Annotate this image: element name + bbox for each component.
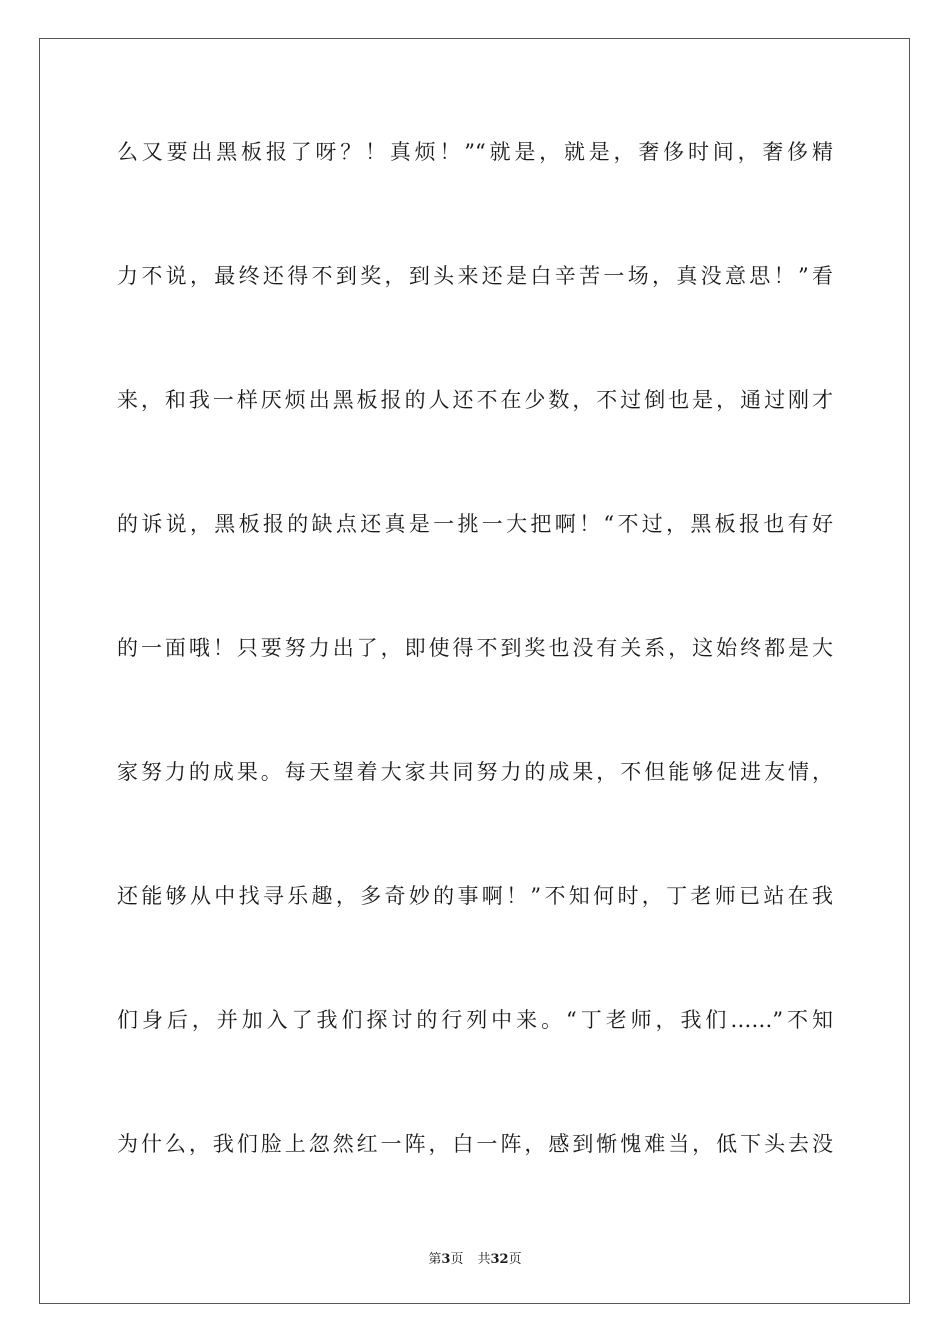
footer-page-suffix: 页: [450, 1252, 464, 1267]
text-line-7: 还能够从中找寻乐趣，多奇妙的事啊！”不知何时，丁老师已站在我: [117, 884, 833, 908]
text-line-3: 来，和我一样厌烦出黑板报的人还不在少数，不过倒也是，通过刚才: [117, 388, 833, 412]
footer-total-suffix: 页: [508, 1252, 522, 1267]
text-line-8: 们身后，并加入了我们探讨的行列中来。“丁老师，我们……”不知: [117, 1008, 833, 1032]
footer-total-pages: 32: [490, 1252, 509, 1267]
footer-page-number: 3: [441, 1252, 451, 1267]
text-line-1: 么又要出黑板报了呀？！真烦！”“就是，就是，奢侈时间，奢侈精: [117, 140, 833, 164]
footer-total-prefix: 共: [477, 1252, 491, 1267]
footer-page-prefix: 第: [428, 1252, 442, 1267]
page-footer: [0, 1248, 950, 1267]
text-line-2: 力不说，最终还得不到奖，到头来还是白辛苦一场，真没意思！”看: [117, 264, 833, 288]
text-line-6: 家努力的成果。每天望着大家共同努力的成果，不但能够促进友情，: [117, 760, 833, 784]
page-border: [39, 38, 910, 1304]
text-line-5: 的一面哦！只要努力出了，即使得不到奖也没有关系，这始终都是大: [117, 636, 833, 660]
text-line-4: 的诉说，黑板报的缺点还真是一挑一大把啊！“不过，黑板报也有好: [117, 512, 833, 536]
text-line-9: 为什么，我们脸上忽然红一阵，白一阵，感到惭愧难当，低下头去没: [117, 1132, 833, 1156]
